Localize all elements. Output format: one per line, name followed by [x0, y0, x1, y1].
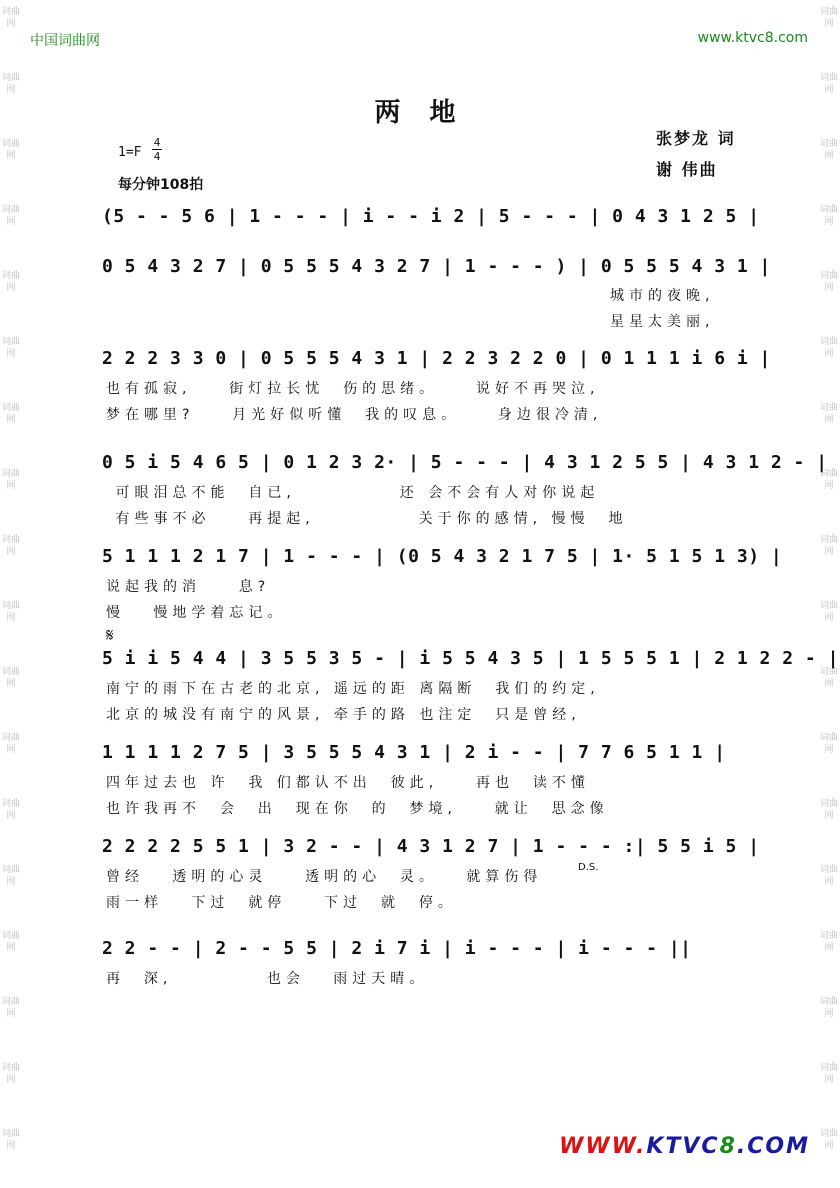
margin-text: 词曲网 [819, 733, 838, 755]
notation-line: 2 2 - - | 2 - - 5 5 | 2 i 7 i | i - - - | i - - - || [102, 938, 692, 959]
notation-line: 2 2 2 2 5 5 1 | 3 2 - - | 4 3 1 2 7 | 1 - - - :| 5 5 i 5 | [102, 836, 760, 857]
margin-text: 词曲网 [1, 403, 20, 425]
segno-sign: 𝄋 [106, 625, 114, 646]
margin-text: 词曲网 [819, 997, 838, 1019]
margin-text: 词曲网 [819, 865, 838, 887]
lyric-verse-2: 雨一样 下过 就停 下过 就 停。 [106, 895, 457, 911]
lyric-verse-2: 星星太美丽, [610, 314, 715, 330]
margin-text: 词曲网 [819, 931, 838, 953]
margin-text: 词曲网 [1, 667, 20, 689]
margin-text: 词曲网 [1, 205, 20, 227]
margin-text: 词曲网 [819, 271, 838, 293]
footer-logo-part: .COM [736, 1134, 810, 1159]
footer-logo[interactable] [559, 1134, 810, 1159]
lyric-verse-1: 城市的夜晚, [610, 288, 715, 304]
margin-text: 词曲网 [819, 139, 838, 161]
footer-logo-part: WWW. [559, 1134, 647, 1159]
margin-text: 词曲网 [819, 1129, 838, 1151]
margin-text: 词曲网 [819, 469, 838, 491]
notation-line: 1 1 1 1 2 7 5 | 3 5 5 5 4 3 1 | 2 i - - | 7 7 6 5 1 1 | [102, 742, 726, 763]
lyric-verse-1: 曾经 透明的心灵 透明的心 灵。 就算伤得 [106, 869, 543, 885]
lyric-verse-2: 北京的城没有南宁的风景, 牵手的路 也注定 只是曾经, [106, 707, 581, 723]
margin-text: 词曲网 [819, 403, 838, 425]
margin-text: 词曲网 [819, 535, 838, 557]
right-margin-watermark [818, 0, 840, 1169]
margin-text: 词曲网 [1, 799, 20, 821]
time-sig-top: 4 [153, 136, 161, 149]
lyric-verse-2: 也许我再不 会 出 现在你 的 梦境, 就让 思念像 [106, 801, 609, 817]
margin-text: 词曲网 [819, 799, 838, 821]
notation-line: 2 2 2 3 3 0 | 0 5 5 5 4 3 1 | 2 2 3 2 2 0 | 0 1 1 1 i 6 i | [102, 348, 771, 369]
margin-text: 词曲网 [819, 667, 838, 689]
margin-text: 词曲网 [819, 73, 838, 95]
notation-line: 5 1 1 1 2 1 7 | 1 - - - | (0 5 4 3 2 1 7 5 | 1· 5 1 5 1 3) | [102, 546, 783, 567]
margin-text: 词曲网 [1, 1129, 20, 1151]
margin-text: 词曲网 [1, 271, 20, 293]
margin-text: 词曲网 [1, 7, 20, 29]
site-url-link[interactable]: www.ktvc8.com [697, 30, 808, 46]
lyric-verse-1: 说起我的消 息? [106, 579, 271, 595]
left-margin-watermark [0, 0, 22, 1169]
margin-text: 词曲网 [1, 337, 20, 359]
margin-text: 词曲网 [1, 931, 20, 953]
time-sig-bottom: 4 [153, 150, 161, 163]
lyric-verse-2: 慢 慢地学着忘记。 [106, 605, 287, 621]
margin-text: 词曲网 [1, 73, 20, 95]
lyric-verse-1: 可眼泪总不能 自已, 还 会不会有人对你说起 [106, 485, 600, 501]
ds-mark: D.S. [578, 862, 599, 873]
margin-text: 词曲网 [819, 1063, 838, 1085]
margin-text: 词曲网 [1, 997, 20, 1019]
margin-text: 词曲网 [1, 733, 20, 755]
notation-line: 0 5 i 5 4 6 5 | 0 1 2 3 2· | 5 - - - | 4 3 1 2 5 5 | 4 3 1 2 - | [102, 452, 828, 473]
lyric-verse-1: 四年过去也 许 我 们都认不出 彼此, 再也 读不懂 [106, 775, 590, 791]
notation-line: 5 i i 5 4 4 | 3 5 5 3 5 - | i 5 5 4 3 5 | 1 5 5 5 1 | 2 1 2 2 - | [102, 648, 839, 669]
lyric-verse-1: 再 深, 也会 雨过天晴。 [106, 971, 429, 987]
footer-logo-part: 8 [719, 1134, 737, 1159]
key-signature: 1=F [118, 145, 142, 160]
lyric-verse-1: 南宁的雨下在古老的北京, 遥远的距 离隔断 我们的约定, [106, 681, 600, 697]
margin-text: 词曲网 [1, 139, 20, 161]
lyric-verse-2: 有些事不必 再提起, 关于你的感情, 慢慢 地 [106, 511, 628, 527]
time-signature [152, 137, 162, 162]
margin-text: 词曲网 [1, 469, 20, 491]
site-name-link[interactable]: 中国词曲网 [30, 33, 100, 49]
notation-line: 0 5 4 3 2 7 | 0 5 5 5 4 3 2 7 | 1 - - - ) | 0 5 5 5 4 3 1 | [102, 256, 771, 277]
composer-credit: 谢 伟曲 [656, 160, 718, 179]
lyric-verse-1: 也有孤寂, 街灯拉长忧 伤的思绪。 说好不再哭泣, [106, 381, 600, 397]
margin-text: 词曲网 [1, 601, 20, 623]
margin-text: 词曲网 [1, 865, 20, 887]
song-title: 两 地 [374, 98, 466, 128]
lyric-verse-2: 梦在哪里? 月光好似听懂 我的叹息。 身边很冷清, [106, 407, 603, 423]
margin-text: 词曲网 [819, 601, 838, 623]
tempo-marking: 每分钟108拍 [118, 177, 204, 193]
margin-text: 词曲网 [1, 535, 20, 557]
notation-line: (5 - - 5 6 | 1 - - - | i - - i 2 | 5 - - - | 0 4 3 1 2 5 | [102, 206, 760, 227]
lyricist-credit: 张梦龙 词 [656, 129, 736, 148]
footer-logo-part: KTVC [646, 1134, 720, 1159]
margin-text: 词曲网 [819, 205, 838, 227]
margin-text: 词曲网 [1, 1063, 20, 1085]
margin-text: 词曲网 [819, 7, 838, 29]
margin-text: 词曲网 [819, 337, 838, 359]
